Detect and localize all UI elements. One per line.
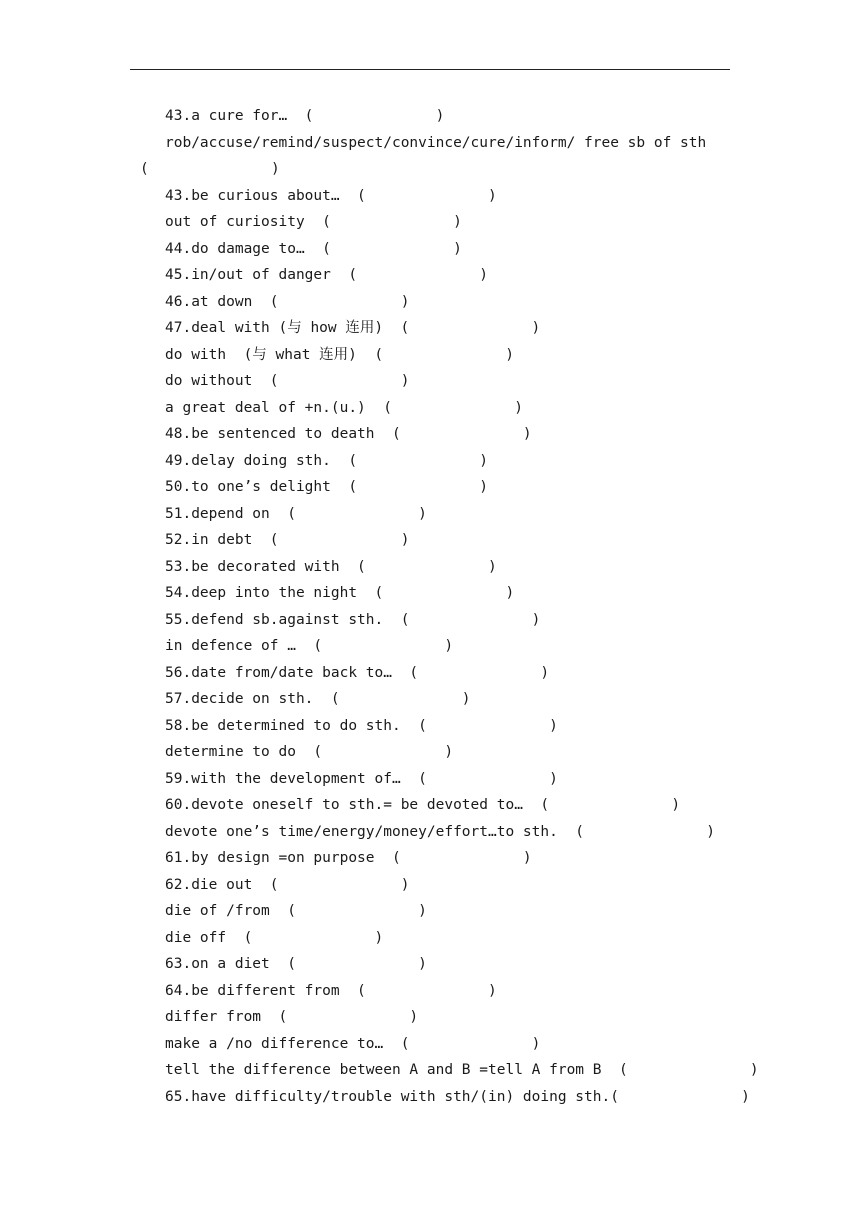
list-item: 54.deep into the night ( ) <box>165 585 515 601</box>
list-item: 43.a cure for… ( ) <box>165 108 445 124</box>
list-item: 46.at down ( ) <box>165 293 410 310</box>
list-item: determine to do ( ) <box>165 744 454 760</box>
list-item: do without ( ) <box>165 373 410 389</box>
list-item: differ from ( ) <box>165 1009 419 1025</box>
list-item: 64.be different from ( ) <box>165 982 497 999</box>
list-item: 57.decide on sth. ( ) <box>165 691 471 707</box>
list-item: 50.to one’s delight ( ) <box>165 479 489 495</box>
list-item: out of curiosity ( ) <box>165 214 462 230</box>
list-item: 61.by design =on purpose ( ) <box>165 850 532 866</box>
list-item: 63.on a diet ( ) <box>165 956 427 972</box>
header-rule <box>130 69 730 70</box>
list-item: 59.with the development of… ( ) <box>165 770 558 787</box>
list-item: 53.be decorated with ( ) <box>165 558 497 575</box>
list-item: 56.date from/date back to… ( ) <box>165 664 550 681</box>
phrase-list <box>0 103 860 1110</box>
list-item: 47.deal with (与 how 连用) ( ) <box>165 320 541 336</box>
list-item: 51.depend on ( ) <box>165 505 427 522</box>
list-item: 44.do damage to… ( ) <box>165 240 462 257</box>
list-item: 62.die out ( ) <box>165 876 410 893</box>
list-item: make a /no difference to… ( ) <box>165 1035 541 1052</box>
list-item: 52.in debt ( ) <box>165 532 410 548</box>
list-item: in defence of … ( ) <box>165 638 454 654</box>
list-item: 65.have difficulty/trouble with sth/(in) doing sth.( ) <box>165 1088 750 1105</box>
list-item: die off ( ) <box>165 929 384 946</box>
list-item: 49.delay doing sth. ( ) <box>165 452 489 469</box>
list-item: devote one’s time/energy/money/effort…to sth. ( ) <box>165 823 715 840</box>
list-item: a great deal of +n.(u.) ( ) <box>165 399 523 416</box>
list-item: 45.in/out of danger ( ) <box>165 267 489 283</box>
list-item: 58.be determined to do sth. ( ) <box>165 717 558 734</box>
list-item: 55.defend sb.against sth. ( ) <box>165 611 541 628</box>
list-item: 48.be sentenced to death ( ) <box>165 426 532 442</box>
list-item: do with (与 what 连用) ( ) <box>165 346 515 363</box>
list-item: 60.devote oneself to sth.= be devoted to… ( ) <box>165 797 681 813</box>
list-item: 43.be curious about… ( ) <box>165 187 497 204</box>
list-item: tell the difference between A and B =tell A from B ( ) <box>165 1062 759 1078</box>
list-item: ( ) <box>140 161 280 177</box>
list-item: die of /from ( ) <box>165 903 427 919</box>
list-item: rob/accuse/remind/suspect/convince/cure/inform/ free sb of sth <box>165 134 707 151</box>
